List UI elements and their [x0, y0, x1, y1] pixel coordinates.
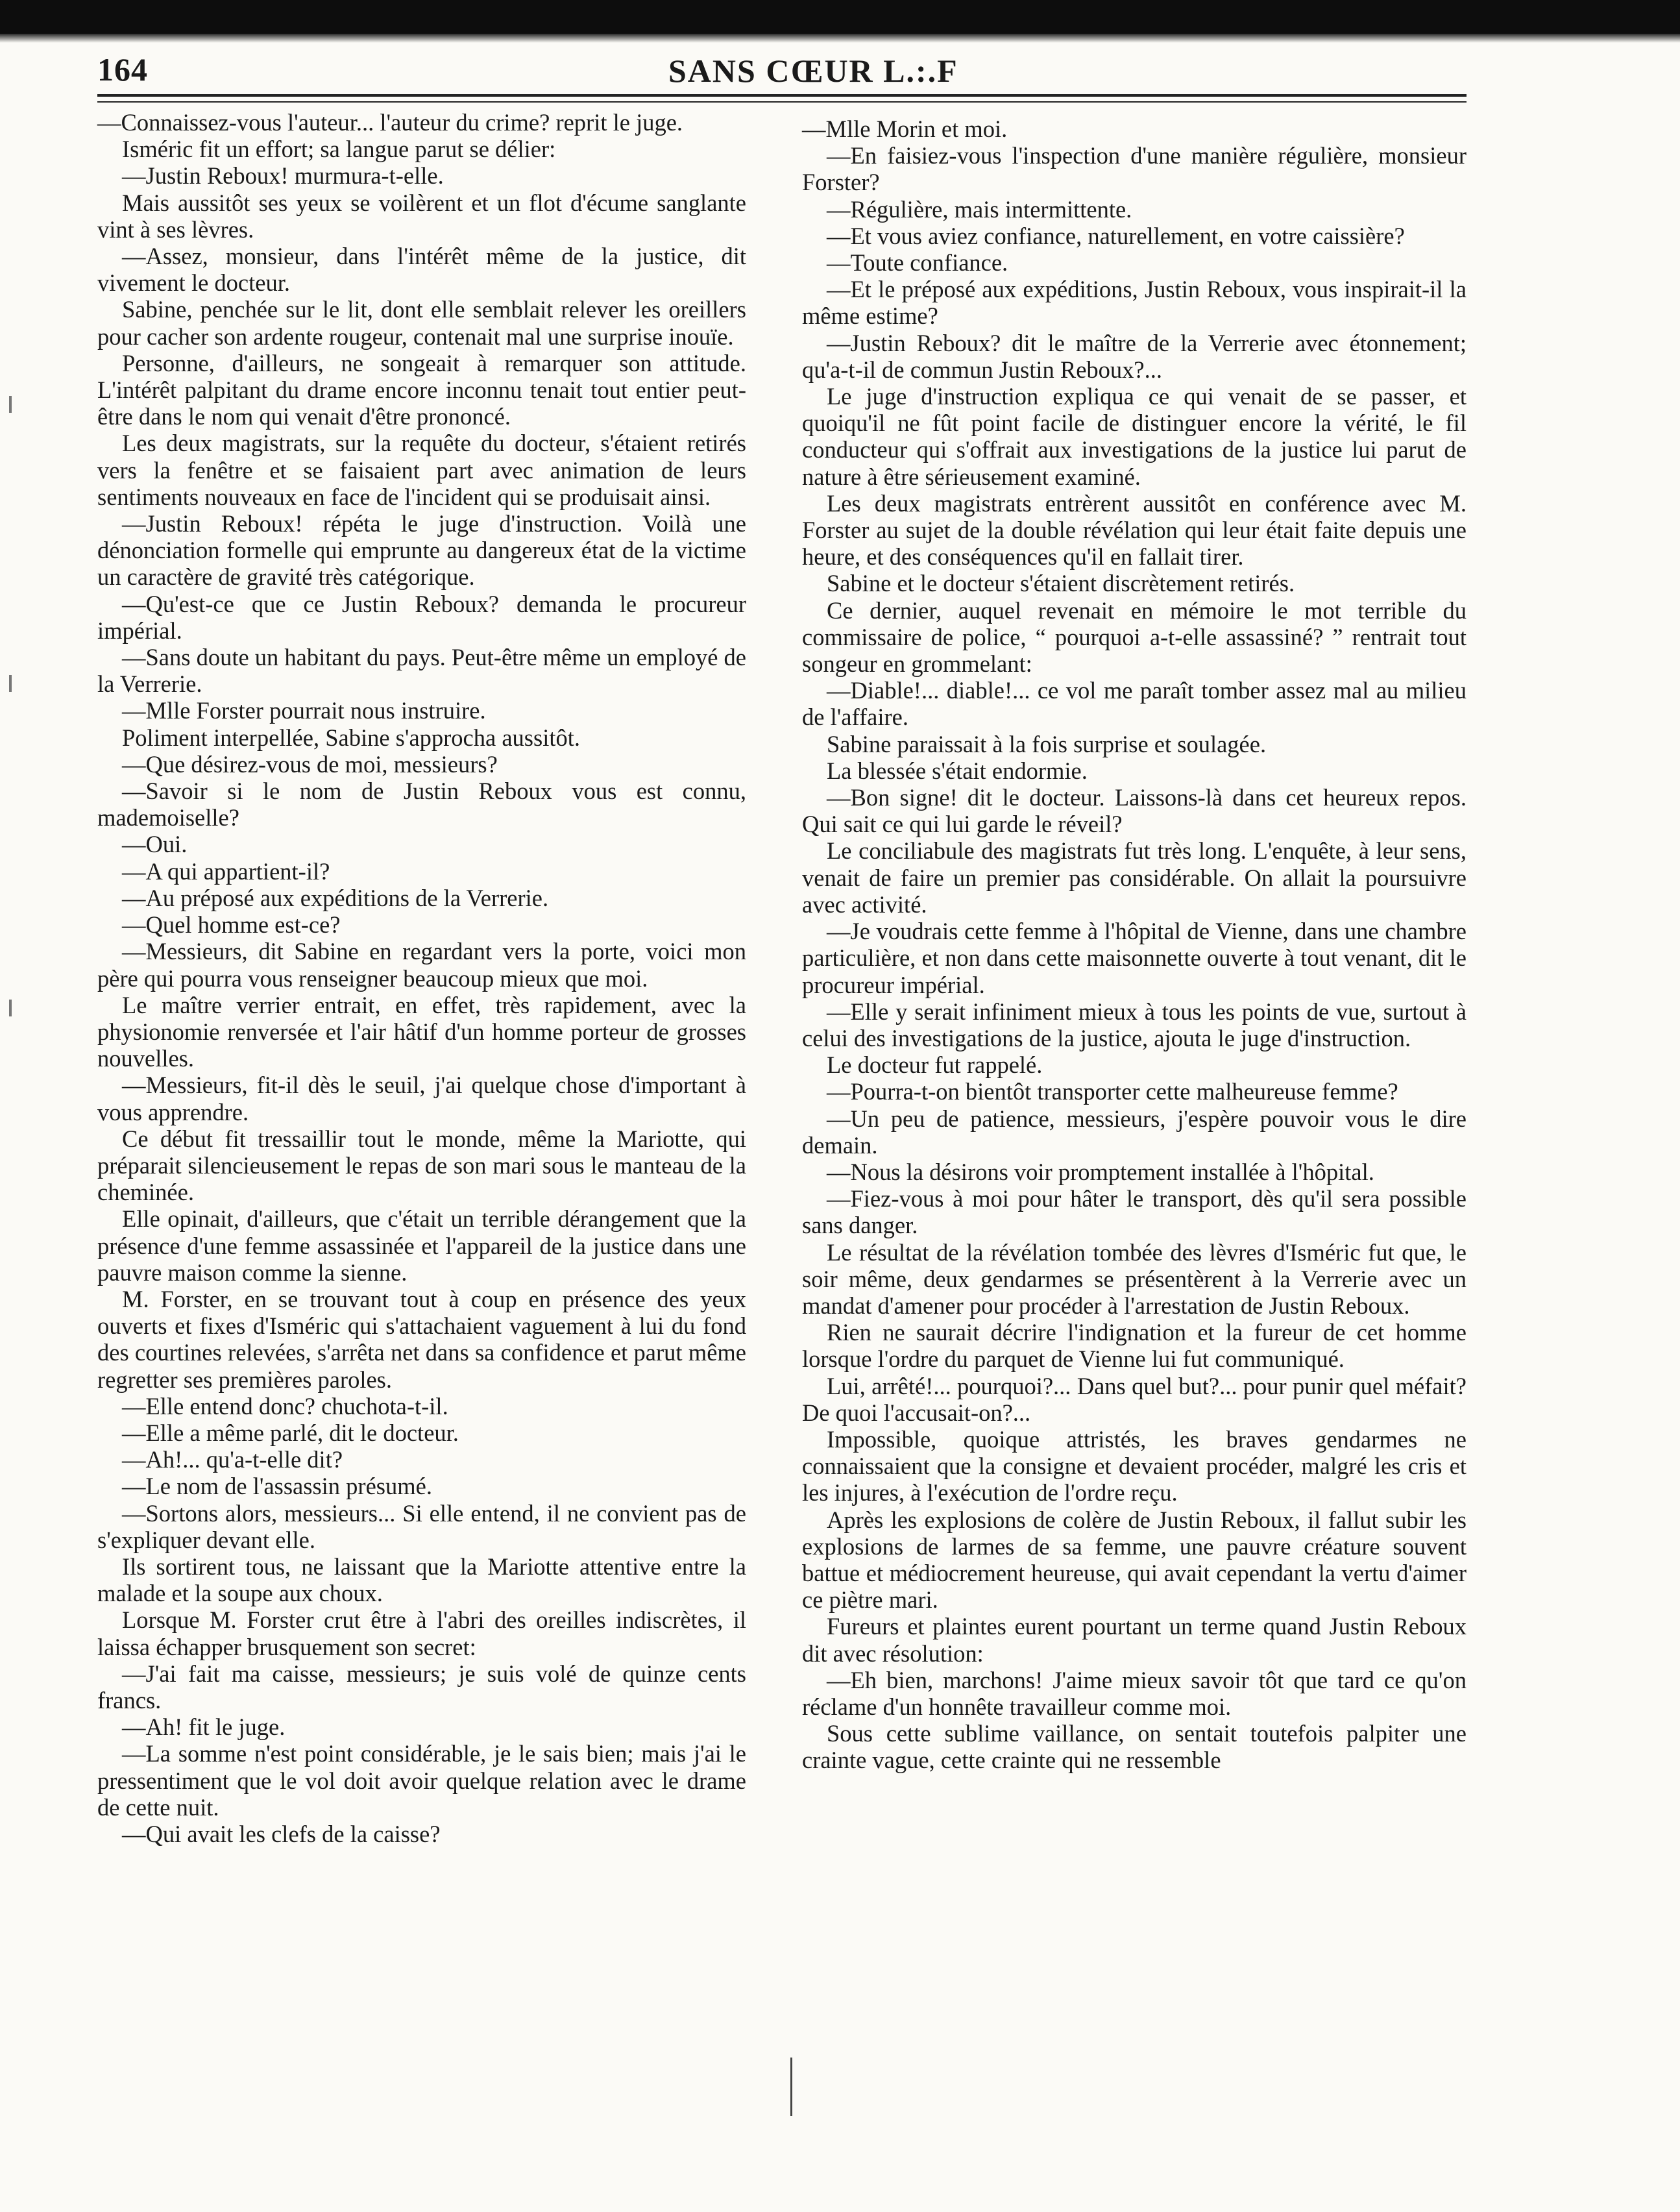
paragraph: —Toute confiance.: [827, 249, 1008, 276]
text-column-left: [97, 109, 746, 1847]
paragraph: Lorsque M. Forster crut être à l'abri des oreilles indiscrètes, il laissa échapper brusquement son secret:: [97, 1606, 746, 1660]
paragraph: Le maître verrier entrait, en effet, très rapidement, avec la physionomie renversée et l'air hâtif d'un homme porteur de grosses nouvelles.: [97, 991, 746, 1072]
header-rule-thin: [97, 101, 1467, 103]
paragraph: Le conciliabule des magistrats fut très long. L'enquête, à leur sens, venait de faire un premier pas considérable. On allait la poursuivre avec activité.: [802, 837, 1467, 918]
paragraph: —Et le préposé aux expéditions, Justin Reboux, vous inspirait-il la même estime?: [802, 276, 1467, 330]
paragraph: —Assez, monsieur, dans l'intérêt même de la justice, dit vivement le docteur.: [97, 243, 746, 297]
paragraph: —Quel homme est-ce?: [122, 911, 341, 939]
paragraph: —Savoir si le nom de Justin Reboux vous est connu, mademoiselle?: [97, 778, 746, 831]
paragraph: Ce dernier, auquel revenait en mémoire le mot terrible du commissaire de police, “ pourquoi a-t-elle assassiné? ” rentrait tout songeur en grommelant:: [802, 596, 1467, 678]
text-column-right: [802, 116, 1467, 1774]
paragraph: Le résultat de la révélation tombée des lèvres d'Isméric fut que, le soir même, deux gendarmes se présentèrent à la Verrerie avec un mandat d'amener pour procéder à l'arrestation de Justin Reboux.: [802, 1238, 1467, 1319]
paragraph: Les deux magistrats, sur la requête du docteur, s'étaient retirés vers la fenêtre et se faisaient part avec animation de leurs sentiments nouveaux en face de l'incident qui se produisait ainsi.: [97, 430, 746, 510]
paragraph: —Elle entend donc? chuchota-t-il.: [122, 1392, 448, 1419]
paragraph: —Messieurs, dit Sabine en regardant vers la porte, voici mon père qui pourra vous renseigner beaucoup mieux que moi.: [97, 938, 746, 992]
margin-speck: [9, 675, 12, 692]
paragraph: —Justin Reboux! murmura-t-elle.: [122, 162, 444, 190]
paragraph: —Justin Reboux! répéta le juge d'instruction. Voilà une dénonciation formelle qui emprunte au dangereux état de la victime un caractère de gravité très catégorique.: [97, 510, 746, 591]
paragraph: —Messieurs, fit-il dès le seuil, j'ai quelque chose d'important à vous apprendre.: [97, 1072, 746, 1125]
paragraph: Sabine et le docteur s'étaient discrètement retirés.: [827, 570, 1295, 597]
paragraph: La blessée s'était endormie.: [827, 757, 1088, 784]
paragraph: Ils sortirent tous, ne laissant que la Mariotte attentive entre la malade et la soupe aux choux.: [97, 1553, 746, 1607]
paragraph: —Régulière, mais intermittente.: [827, 195, 1132, 223]
paragraph: —Diable!... diable!... ce vol me paraît tomber assez mal au milieu de l'affaire.: [802, 677, 1467, 731]
paragraph: —Sans doute un habitant du pays. Peut-être même un employé de la Verrerie.: [97, 644, 746, 698]
page-header: [97, 51, 1467, 96]
paragraph: —Un peu de patience, messieurs, j'espère pouvoir vous le dire demain.: [802, 1105, 1467, 1159]
paragraph: Sous cette sublime vaillance, on sentait toutefois palpiter une crainte vague, cette crainte qui ne ressemble: [802, 1720, 1467, 1774]
paragraph: —Le nom de l'assassin présumé.: [122, 1473, 432, 1500]
paragraph: —Et vous aviez confiance, naturellement, en votre caissière?: [827, 222, 1405, 249]
paragraph: —Qui avait les clefs de la caisse?: [122, 1821, 441, 1847]
margin-speck: [9, 396, 12, 413]
paragraph: —Qu'est-ce que ce Justin Reboux? demanda le procureur impérial.: [97, 590, 746, 644]
paragraph: —Ah!... qu'a-t-elle dit?: [122, 1446, 343, 1473]
paragraph: Mais aussitôt ses yeux se voilèrent et un flot d'écume sanglante vint à ses lèvres.: [97, 189, 746, 243]
margin-speck: [9, 1000, 12, 1016]
paragraph: —Connaissez-vous l'auteur... l'auteur du crime? reprit le juge.: [97, 109, 683, 136]
paragraph: Les deux magistrats entrèrent aussitôt en conférence avec M. Forster au sujet de la double révélation qui leur était faite depuis une heure, et des conséquences qu'il en fallait tirer.: [802, 489, 1467, 571]
paragraph: —Au préposé aux expéditions de la Verrerie.: [122, 884, 549, 911]
paragraph: Ce début fit tressaillir tout le monde, même la Mariotte, qui préparait silencieusement le repas de son mari sous le manteau de la cheminée.: [97, 1125, 746, 1206]
paragraph: —Je voudrais cette femme à l'hôpital de Vienne, dans une chambre particulière, et non dans cette maisonnette ouverte à tout venant, dit le procureur impérial.: [802, 918, 1467, 998]
paragraph: —Pourra-t-on bientôt transporter cette malheureuse femme?: [827, 1078, 1398, 1105]
paragraph: —Sortons alors, messieurs... Si elle entend, il ne convient pas de s'expliquer devant elle.: [97, 1499, 746, 1553]
paragraph: Fureurs et plaintes eurent pourtant un terme quand Justin Reboux dit avec résolution:: [802, 1613, 1467, 1667]
paragraph: —Fiez-vous à moi pour hâter le transport, dès qu'il sera possible sans danger.: [802, 1185, 1467, 1239]
paragraph: —En faisiez-vous l'inspection d'une manière régulière, monsieur Forster?: [802, 142, 1467, 196]
header-rule-thick: [97, 94, 1467, 97]
paragraph: —Oui.: [122, 831, 188, 858]
paragraph: —Mlle Morin et moi.: [802, 116, 1008, 142]
paragraph: —Justin Reboux? dit le maître de la Verrerie avec étonnement; qu'a-t-il de commun Justin Reboux?...: [802, 329, 1467, 383]
paragraph: —Ah! fit le juge.: [122, 1714, 286, 1741]
gutter-mark: [790, 2058, 792, 2116]
paragraph: Rien ne saurait décrire l'indignation et la fureur de cet homme lorsque l'ordre du parquet de Vienne lui fut communiqué.: [802, 1319, 1467, 1373]
paragraph: —J'ai fait ma caisse, messieurs; je suis volé de quinze cents francs.: [97, 1660, 746, 1714]
paragraph: Le juge d'instruction expliqua ce qui venait de se passer, et quoiqu'il ne fût point facile de distinguer encore la vérité, le fil conducteur qui s'offrait aux investigations de la justice lui parut de nature à être sérieusement examiné.: [802, 383, 1467, 490]
paragraph: —Mlle Forster pourrait nous instruire.: [122, 697, 486, 724]
scan-top-border: [0, 0, 1680, 34]
paragraph: Personne, d'ailleurs, ne songeait à remarquer son attitude. L'intérêt palpitant du drame encore inconnu tenait tout entier peut-être dans le nom qui venait d'être prononcé.: [97, 349, 746, 430]
paragraph: —Nous la désirons voir promptement installée à l'hôpital.: [827, 1158, 1374, 1185]
page-number: 164: [97, 51, 148, 88]
paragraph: —Que désirez-vous de moi, messieurs?: [122, 750, 498, 778]
paragraph: —La somme n'est point considérable, je le sais bien; mais j'ai le pressentiment que le vol doit avoir quelque relation avec le drame de cette nuit.: [97, 1740, 746, 1821]
running-title: SANS CŒUR L.:.F: [668, 53, 958, 89]
paragraph: Impossible, quoique attristés, les braves gendarmes ne connaissaient que la consigne et devaient procéder, malgré les cris et les injures, à l'exécution de l'ordre reçu.: [802, 1425, 1467, 1506]
scan-border-shadow: [0, 34, 1680, 43]
paragraph: Lui, arrêté!... pourquoi?... Dans quel but?... pour punir quel méfait? De quoi l'accusait-on?...: [802, 1372, 1467, 1426]
paragraph: Isméric fit un effort; sa langue parut se délier:: [122, 136, 556, 163]
paragraph: Après les explosions de colère de Justin Reboux, il fallut subir les explosions de larmes de sa femme, une pauvre créature souvent battue et médiocrement heureuse, qui avait cependant la vertu d'aimer ce piètre mari.: [802, 1506, 1467, 1614]
paragraph: —Elle y serait infiniment mieux à tous les points de vue, surtout à celui des investigations de la justice, ajouta le juge d'instruction.: [802, 998, 1467, 1051]
paragraph: —Eh bien, marchons! J'aime mieux savoir tôt que tard ce qu'on réclame d'un honnête travailleur comme moi.: [802, 1666, 1467, 1720]
paragraph: —Elle a même parlé, dit le docteur.: [122, 1419, 459, 1446]
paragraph: —Bon signe! dit le docteur. Laissons-là dans cet heureux repos. Qui sait ce qui lui garde le réveil?: [802, 784, 1467, 838]
paragraph: Le docteur fut rappelé.: [827, 1051, 1043, 1079]
paragraph: Sabine, penchée sur le lit, dont elle semblait relever les oreillers pour cacher son ardente rougeur, contenait mal une surprise inouïe.: [97, 296, 746, 350]
paragraph: Poliment interpellée, Sabine s'approcha aussitôt.: [122, 724, 580, 751]
paragraph: Elle opinait, d'ailleurs, que c'était un terrible dérangement que la présence d'une femme assassinée et l'appareil de la justice dans une pauvre maison comme la sienne.: [97, 1205, 746, 1286]
paragraph: Sabine paraissait à la fois surprise et soulagée.: [827, 730, 1267, 757]
paragraph: —A qui appartient-il?: [122, 857, 330, 885]
paragraph: M. Forster, en se trouvant tout à coup en présence des yeux ouverts et fixes d'Isméric qui s'attachaient vaguement à lui du fond des courtines relevées, s'arrêta net dans sa confidence et parut même regretter ses premières paroles.: [97, 1285, 746, 1393]
